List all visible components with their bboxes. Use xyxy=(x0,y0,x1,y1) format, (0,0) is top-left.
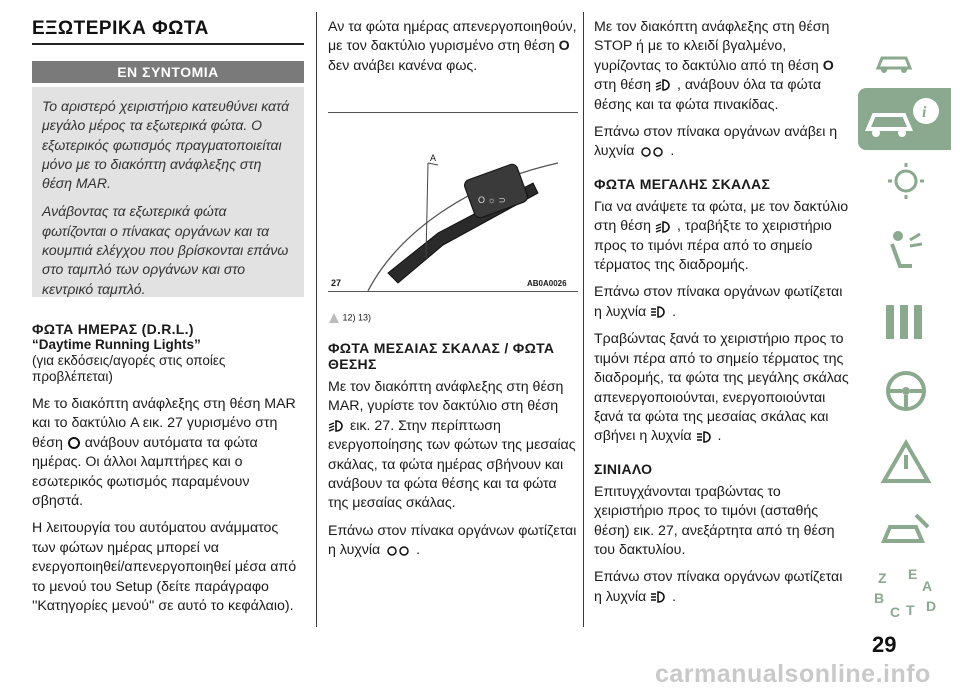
col2-main xyxy=(328,312,578,569)
car-info-active-icon xyxy=(864,93,946,145)
high-beam-icon xyxy=(650,590,668,604)
svg-text:E: E xyxy=(908,566,918,582)
text: Επάνω στον πίνακα οργάνων φωτίζεται η λυχνία xyxy=(594,569,843,605)
text: 12) 13) xyxy=(342,312,372,323)
high-beam-icon xyxy=(696,430,714,444)
figure-number: 27 xyxy=(331,278,342,288)
svg-text:D: D xyxy=(926,598,937,614)
svg-text:Z: Z xyxy=(878,570,887,586)
low-beam-icon xyxy=(655,220,673,234)
svg-text:C: C xyxy=(890,604,901,620)
summary-box xyxy=(32,87,304,297)
side-tab-maintenance[interactable] xyxy=(858,503,951,561)
text: . xyxy=(717,428,722,445)
high-beam-icon xyxy=(650,305,668,319)
text: . xyxy=(672,303,677,320)
warning-triangle-icon xyxy=(876,437,936,487)
position-lights-icon xyxy=(638,145,666,159)
low-beam-icon xyxy=(328,419,346,433)
svg-text:O ☼ ⊃: O ☼ ⊃ xyxy=(478,195,506,205)
drl-paragraph-1 xyxy=(32,395,304,511)
text: ανάβουν αυτόματα τα φώτα ημέρας. Οι άλλοι λαμπτήρες και ο εσωτερικός φωτισμός παραμένουν σβηστά. xyxy=(32,434,258,510)
text: Τραβώντας ξανά το χειριστήριο προς το τιμόνι πέρα από το σημείο τέρματος της διαδρομής, τα φώτα της μεγάλης σκάλας απενεργοποιούνται, ενεργοποιούνται ξανά τα φώτα της μεσαίας σκάλας και σβήνει η λυχνία xyxy=(594,331,849,445)
ring-o-symbol: O xyxy=(558,38,570,55)
summary-paragraph: Ανάβοντας τα εξωτερικά φώτα φωτίζονται ο πίνακας οργάνων και τα κουμπιά ελέγχου που βρίσκονται επάνω στο ταμπλό των οργάνων και στο κεντρικό ταμπλό. xyxy=(42,203,289,297)
svg-text:A: A xyxy=(430,153,437,163)
col2-top xyxy=(328,18,578,84)
text: . xyxy=(672,588,677,605)
figure-27-stalk-illustration xyxy=(328,113,578,291)
side-tab-car-info[interactable] xyxy=(858,37,951,87)
side-tab-starting[interactable] xyxy=(858,293,951,353)
wrench-car-icon xyxy=(876,507,936,557)
side-tab-active[interactable] xyxy=(858,88,951,150)
side-tab-emergency[interactable] xyxy=(858,433,951,493)
drl-heading: ΦΩΤΑ ΗΜΕΡΑΣ (D.R.L.) xyxy=(32,321,194,337)
col3-paragraph-1 xyxy=(594,18,850,115)
text: Με το διακόπτη ανάφλεξης στη θέση MAR και το δακτύλιο A εικ. 27 γυρισμένο στη θέση xyxy=(32,396,296,451)
column-divider xyxy=(583,12,584,627)
key-ignition-icon xyxy=(876,297,936,347)
airbag-seat-icon xyxy=(876,226,936,276)
text: εικ. 27. Στην περίπτωση ενεργοποίησης των φώτων της μεσαίας σκάλας, τα φώτα ημέρας σβήνουν και ανάβουν τα φώτα θέσης και τα φώτα της μεσαίας σκάλας. xyxy=(328,417,576,512)
summary-paragraph: Το αριστερό χειριστήριο κατευθύνει κατά μεγάλο μέρος τα εξωτερικά φώτα. Ο εξωτερικός φωτισμός πραγματοποιείται μόνο με το διακόπτη ανάφλεξης στη θέση MAR. xyxy=(42,98,290,192)
car-info-icon xyxy=(870,42,930,82)
svg-text:B: B xyxy=(874,590,885,606)
side-tab-index[interactable] xyxy=(858,563,951,623)
dashboard-lights-icon xyxy=(876,159,936,209)
side-tab-safety[interactable] xyxy=(858,222,951,282)
col3-paragraph-4 xyxy=(594,283,850,322)
side-tab-lights[interactable] xyxy=(858,155,951,213)
text: Για να ανάψετε τα φώτα, με τον δακτύλιο στη θέση xyxy=(594,198,849,235)
col3-paragraph-5 xyxy=(594,330,850,446)
position-lights-icon xyxy=(384,544,412,558)
col3-paragraph-3 xyxy=(594,198,850,276)
text: στη θέση xyxy=(594,77,652,94)
svg-text:i: i xyxy=(922,104,927,121)
title-rule xyxy=(32,43,304,45)
text: Επάνω στον πίνακα οργάνων ανάβει η λυχνία xyxy=(594,124,838,160)
position-heading: ΦΩΤΑ ΜΕΣΑΙΑΣ ΣΚΑΛΑΣ / ΦΩΤΑ ΘΕΣΗΣ xyxy=(328,340,555,372)
drl-paragraph-2: Η λειτουργία του αυτόματου ανάμματος των φώτων ημέρας μπορεί να ενεργοποιηθεί/απενεργοποιηθεί μέσα από το μενού του Setup (δείτε παράγραφο ''Κατηγορίες μενού'' σε αυτό το κεφάλαιο). xyxy=(32,520,297,615)
svg-text:T: T xyxy=(906,602,915,618)
text: , τραβήξτε το χειριστήριο προς το τιμόνι πέρα από το σημείο τέρματος της διαδρομής. xyxy=(594,218,832,274)
text: Με τον διακόπτη ανάφλεξης στη θέση STOP ή με το κλειδί βγαλμένο, γυρίζοντας το δακτύλιο από τη θέση xyxy=(594,19,830,74)
text: . xyxy=(670,143,675,160)
text: . xyxy=(416,542,421,559)
high-beam-heading: ΦΩΤΑ ΜΕΓΑΛΗΣ ΣΚΑΛΑΣ xyxy=(594,175,771,192)
col3-paragraph-6: Επιτυγχάνονται τραβώντας το χειριστήριο προς το τιμόνι (ασταθής θέση) εικ. 27, ανεξάρτητα από τη θέση του δακτυλίου. xyxy=(594,483,835,558)
ring-o-position-icon xyxy=(67,436,81,450)
col2-paragraph-2 xyxy=(328,522,578,561)
text: δεν ανάβει κανένα φως. xyxy=(328,57,478,74)
reference-notes xyxy=(328,312,578,324)
figure-code: AB0A0026 xyxy=(527,279,567,288)
drl-subheading: “Daytime Running Lights” xyxy=(32,337,201,352)
index-letters-icon xyxy=(872,565,942,621)
col3-paragraph-7 xyxy=(594,568,850,607)
page-title: ΕΞΩΤΕΡΙΚΑ ΦΩΤΑ xyxy=(32,18,209,39)
text: Αν τα φώτα ημέρας απενεργοποιηθούν, με τον δακτύλιο γυρισμένο στη θέση xyxy=(328,19,577,55)
column-divider xyxy=(316,12,317,627)
col3 xyxy=(594,18,850,615)
text: Επάνω στον πίνακα οργάνων φωτίζεται η λυχνία xyxy=(328,522,577,559)
figure-bottom-rule xyxy=(328,291,578,292)
text: , ανάβουν όλα τα φώτα θέσης και τα φώτα πινακίδας. xyxy=(594,77,822,113)
drl-note: (για εκδόσεις/αγορές στις οποίες προβλέπεται) xyxy=(32,353,226,384)
text: Με τον διακόπτη ανάφλεξης στη θέση MAR, γυρίστε τον δακτύλιο στη θέση xyxy=(328,379,564,415)
warning-triangle-icon xyxy=(328,312,340,324)
svg-text:A: A xyxy=(922,578,933,594)
steering-wheel-icon xyxy=(876,367,936,417)
flash-heading: ΣΙΝΙΑΛΟ xyxy=(594,460,653,477)
drl-section xyxy=(32,321,304,624)
col3-paragraph-2 xyxy=(594,123,850,162)
watermark: carmanualsonline.info xyxy=(655,660,931,688)
side-tab-driving[interactable] xyxy=(858,363,951,423)
page-number: 29 xyxy=(872,632,897,657)
ring-o-symbol: O xyxy=(822,57,834,74)
col2-paragraph-0 xyxy=(328,18,578,76)
col2-paragraph-1 xyxy=(328,378,578,514)
summary-bar: ΕΝ ΣΥΝΤΟΜΙΑ xyxy=(32,61,304,83)
text: Επάνω στον πίνακα οργάνων φωτίζεται η λυχνία xyxy=(594,284,843,320)
low-beam-icon xyxy=(655,78,673,92)
